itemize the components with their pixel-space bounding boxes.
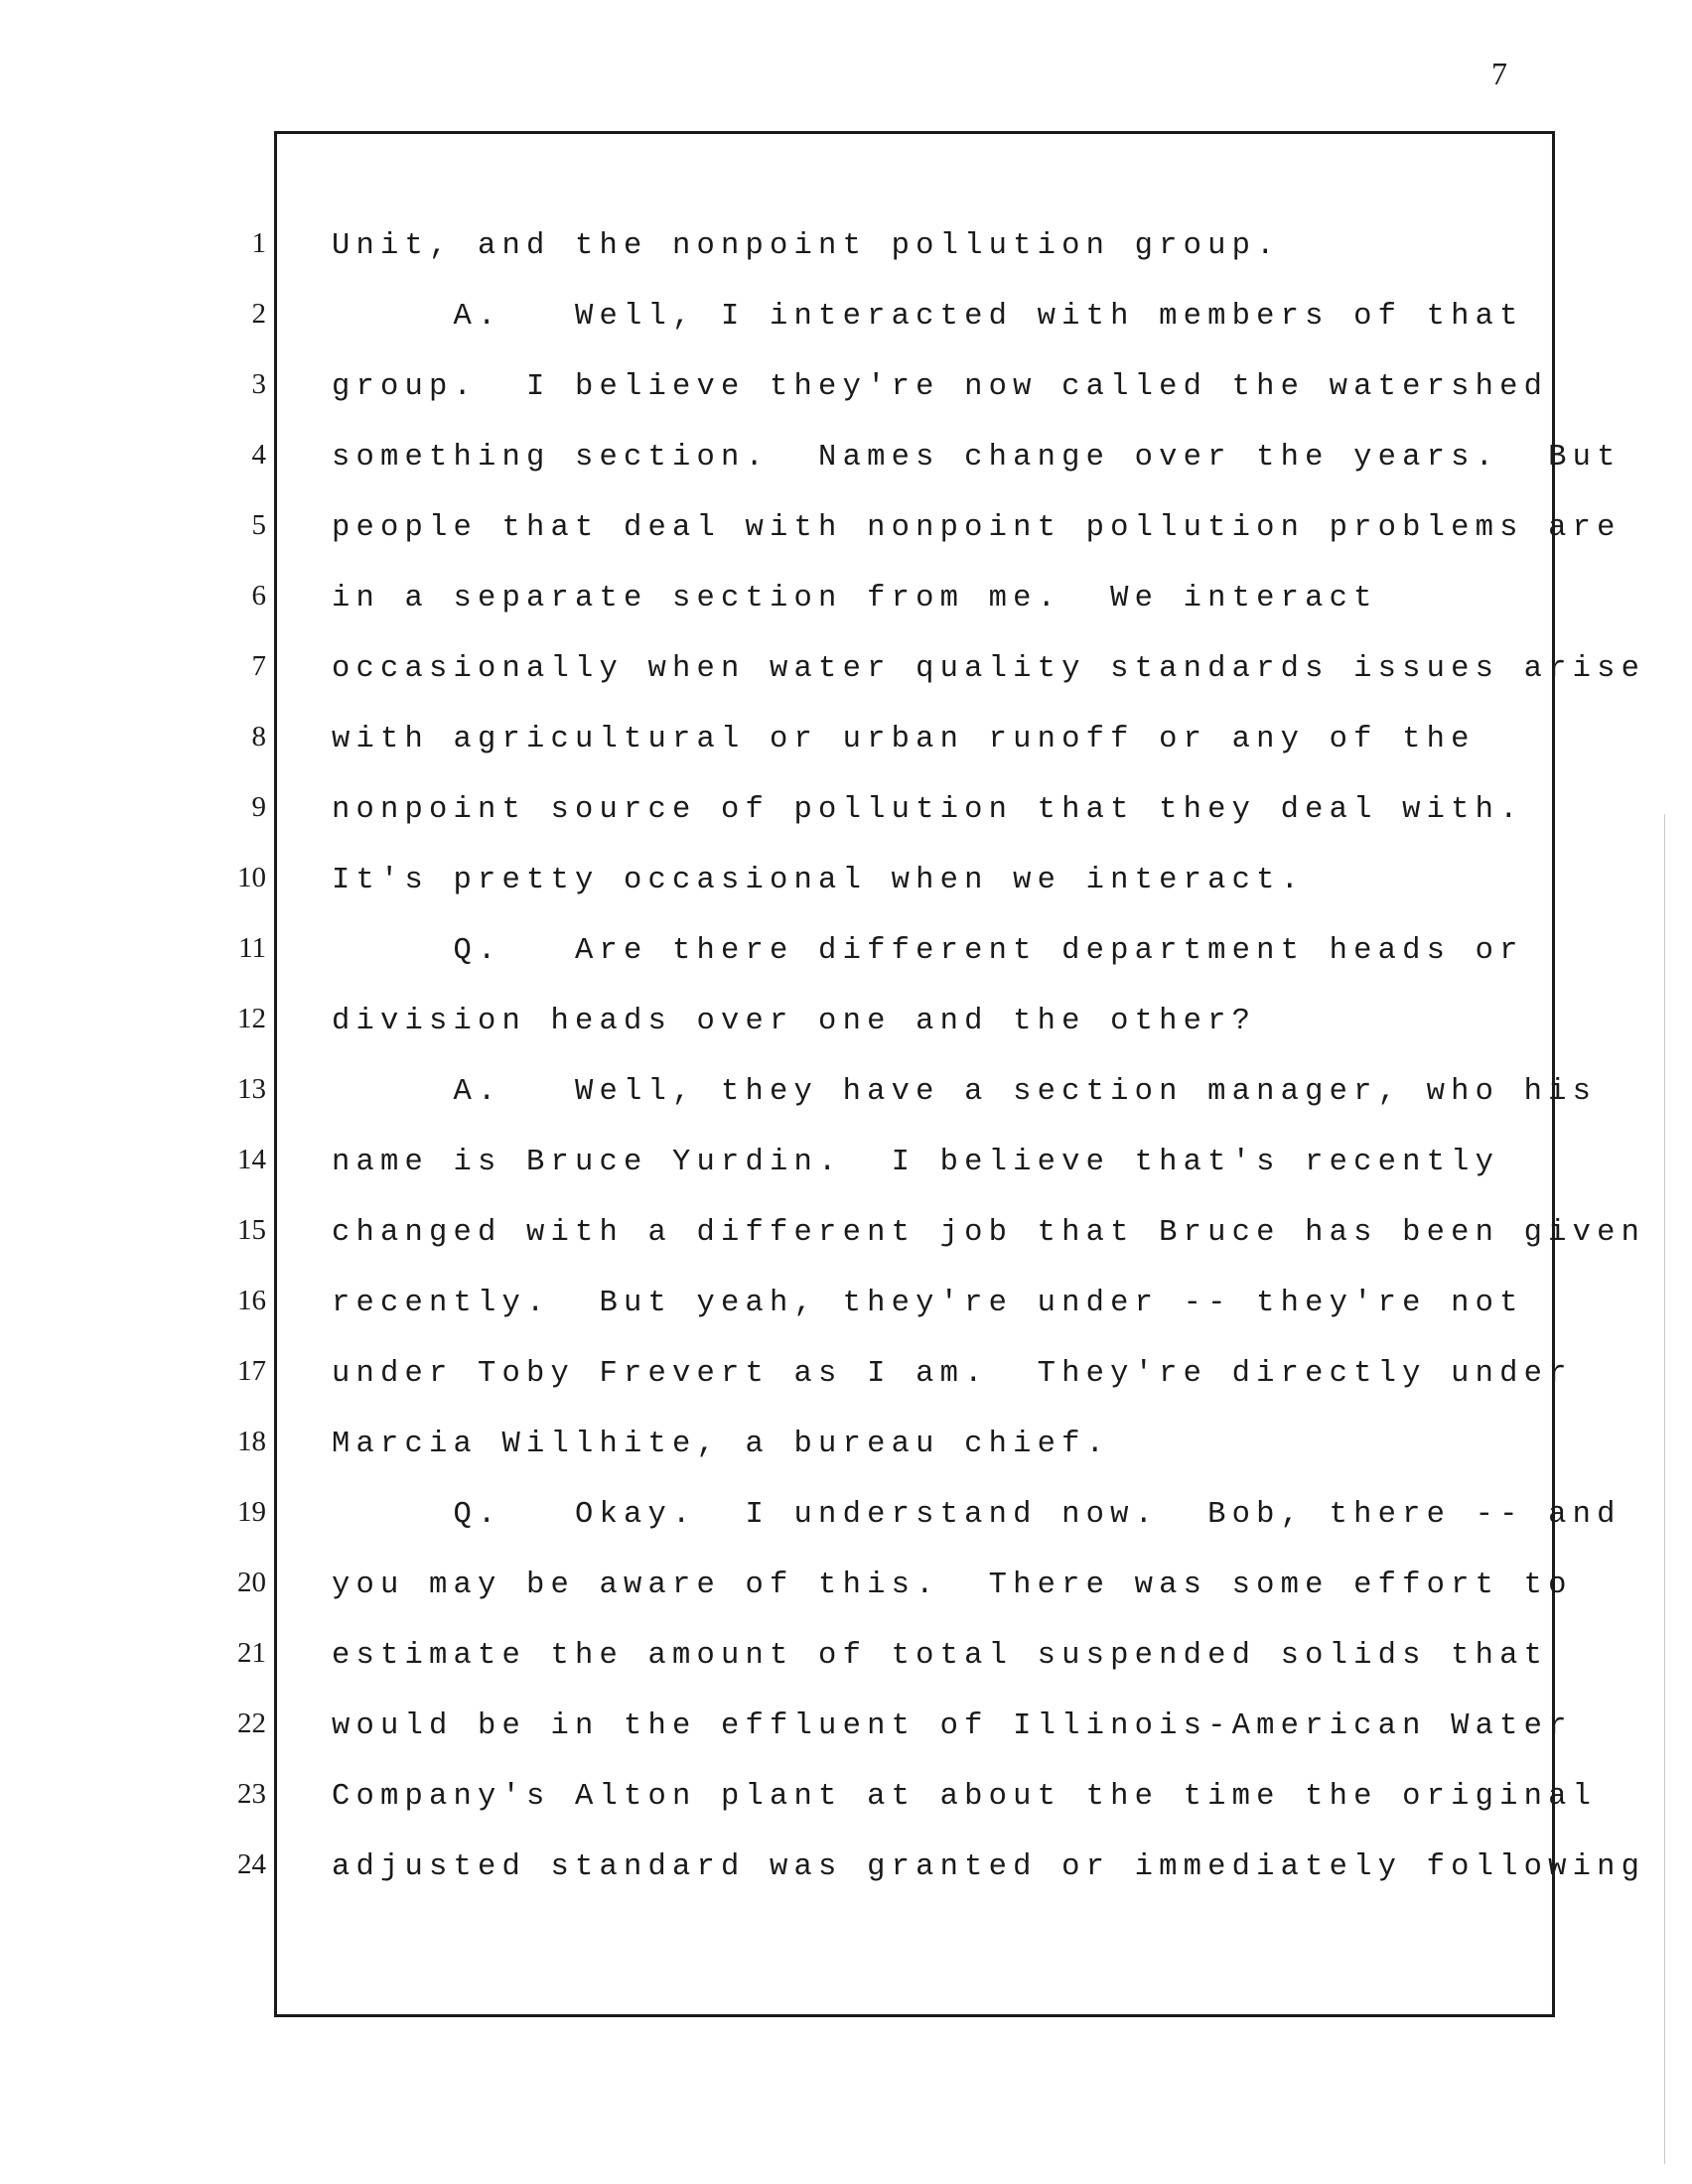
transcript-line: Unit, and the nonpoint pollution group. bbox=[332, 229, 1281, 263]
transcript-line: you may be aware of this. There was some effort to bbox=[332, 1569, 1573, 1602]
transcript-line: Q. Are there different department heads or bbox=[332, 934, 1524, 968]
line-number: 4 bbox=[251, 439, 266, 471]
page-number: 7 bbox=[1491, 56, 1507, 91]
line-number: 17 bbox=[237, 1355, 266, 1387]
transcript-line: recently. But yeah, they're under -- they're not bbox=[332, 1287, 1524, 1320]
transcript-line: Marcia Willhite, a bureau chief. bbox=[332, 1428, 1111, 1461]
transcript-line: occasionally when water quality standards issues arise bbox=[332, 652, 1646, 686]
line-number: 18 bbox=[237, 1426, 266, 1457]
line-number: 14 bbox=[237, 1144, 266, 1175]
line-number: 6 bbox=[251, 580, 266, 612]
transcript-line: something section. Names change over the years. But bbox=[332, 441, 1622, 475]
transcript-line: It's pretty occasional when we interact. bbox=[332, 864, 1306, 897]
line-number: 15 bbox=[237, 1214, 266, 1246]
line-number: 19 bbox=[237, 1496, 266, 1528]
transcript-line: would be in the effluent of Illinois-American Water bbox=[332, 1709, 1573, 1743]
transcript-line: with agricultural or urban runoff or any of the bbox=[332, 723, 1476, 756]
line-number: 9 bbox=[251, 791, 266, 823]
transcript-line: group. I believe they're now called the watershed bbox=[332, 370, 1549, 404]
transcript-line: changed with a different job that Bruce has been given bbox=[332, 1216, 1646, 1250]
line-number: 13 bbox=[237, 1073, 266, 1105]
line-number: 23 bbox=[237, 1778, 266, 1810]
line-number: 24 bbox=[237, 1848, 266, 1880]
transcript-line: in a separate section from me. We interact bbox=[332, 582, 1378, 615]
line-number: 12 bbox=[237, 1003, 266, 1034]
line-number: 21 bbox=[237, 1637, 266, 1669]
line-number: 3 bbox=[251, 368, 266, 400]
line-number: 11 bbox=[238, 932, 266, 964]
transcript-line: people that deal with nonpoint pollution problems are bbox=[332, 511, 1622, 545]
transcript-line: A. Well, I interacted with members of that bbox=[332, 300, 1524, 334]
line-number: 16 bbox=[237, 1285, 266, 1316]
line-number: 2 bbox=[251, 298, 266, 330]
transcript-line: nonpoint source of pollution that they deal with. bbox=[332, 793, 1524, 827]
transcript-line: Company's Alton plant at about the time the original bbox=[332, 1780, 1598, 1814]
line-number: 22 bbox=[237, 1707, 266, 1739]
line-number: 1 bbox=[251, 227, 266, 259]
line-number: 20 bbox=[237, 1567, 266, 1598]
line-number: 5 bbox=[251, 509, 266, 541]
transcript-line: estimate the amount of total suspended solids that bbox=[332, 1639, 1549, 1673]
transcript-line: under Toby Frevert as I am. They're directly under bbox=[332, 1357, 1573, 1391]
transcript-line: Q. Okay. I understand now. Bob, there -- and bbox=[332, 1498, 1622, 1532]
transcript-line: name is Bruce Yurdin. I believe that's recently bbox=[332, 1146, 1500, 1179]
line-number: 10 bbox=[237, 862, 266, 893]
transcript-line: division heads over one and the other? bbox=[332, 1005, 1257, 1038]
transcript-line: adjusted standard was granted or immediately following bbox=[332, 1850, 1646, 1884]
line-number: 7 bbox=[251, 650, 266, 682]
transcript-line: A. Well, they have a section manager, who his bbox=[332, 1075, 1598, 1109]
line-number: 8 bbox=[251, 721, 266, 752]
scan-edge-mark bbox=[1664, 814, 1665, 2164]
